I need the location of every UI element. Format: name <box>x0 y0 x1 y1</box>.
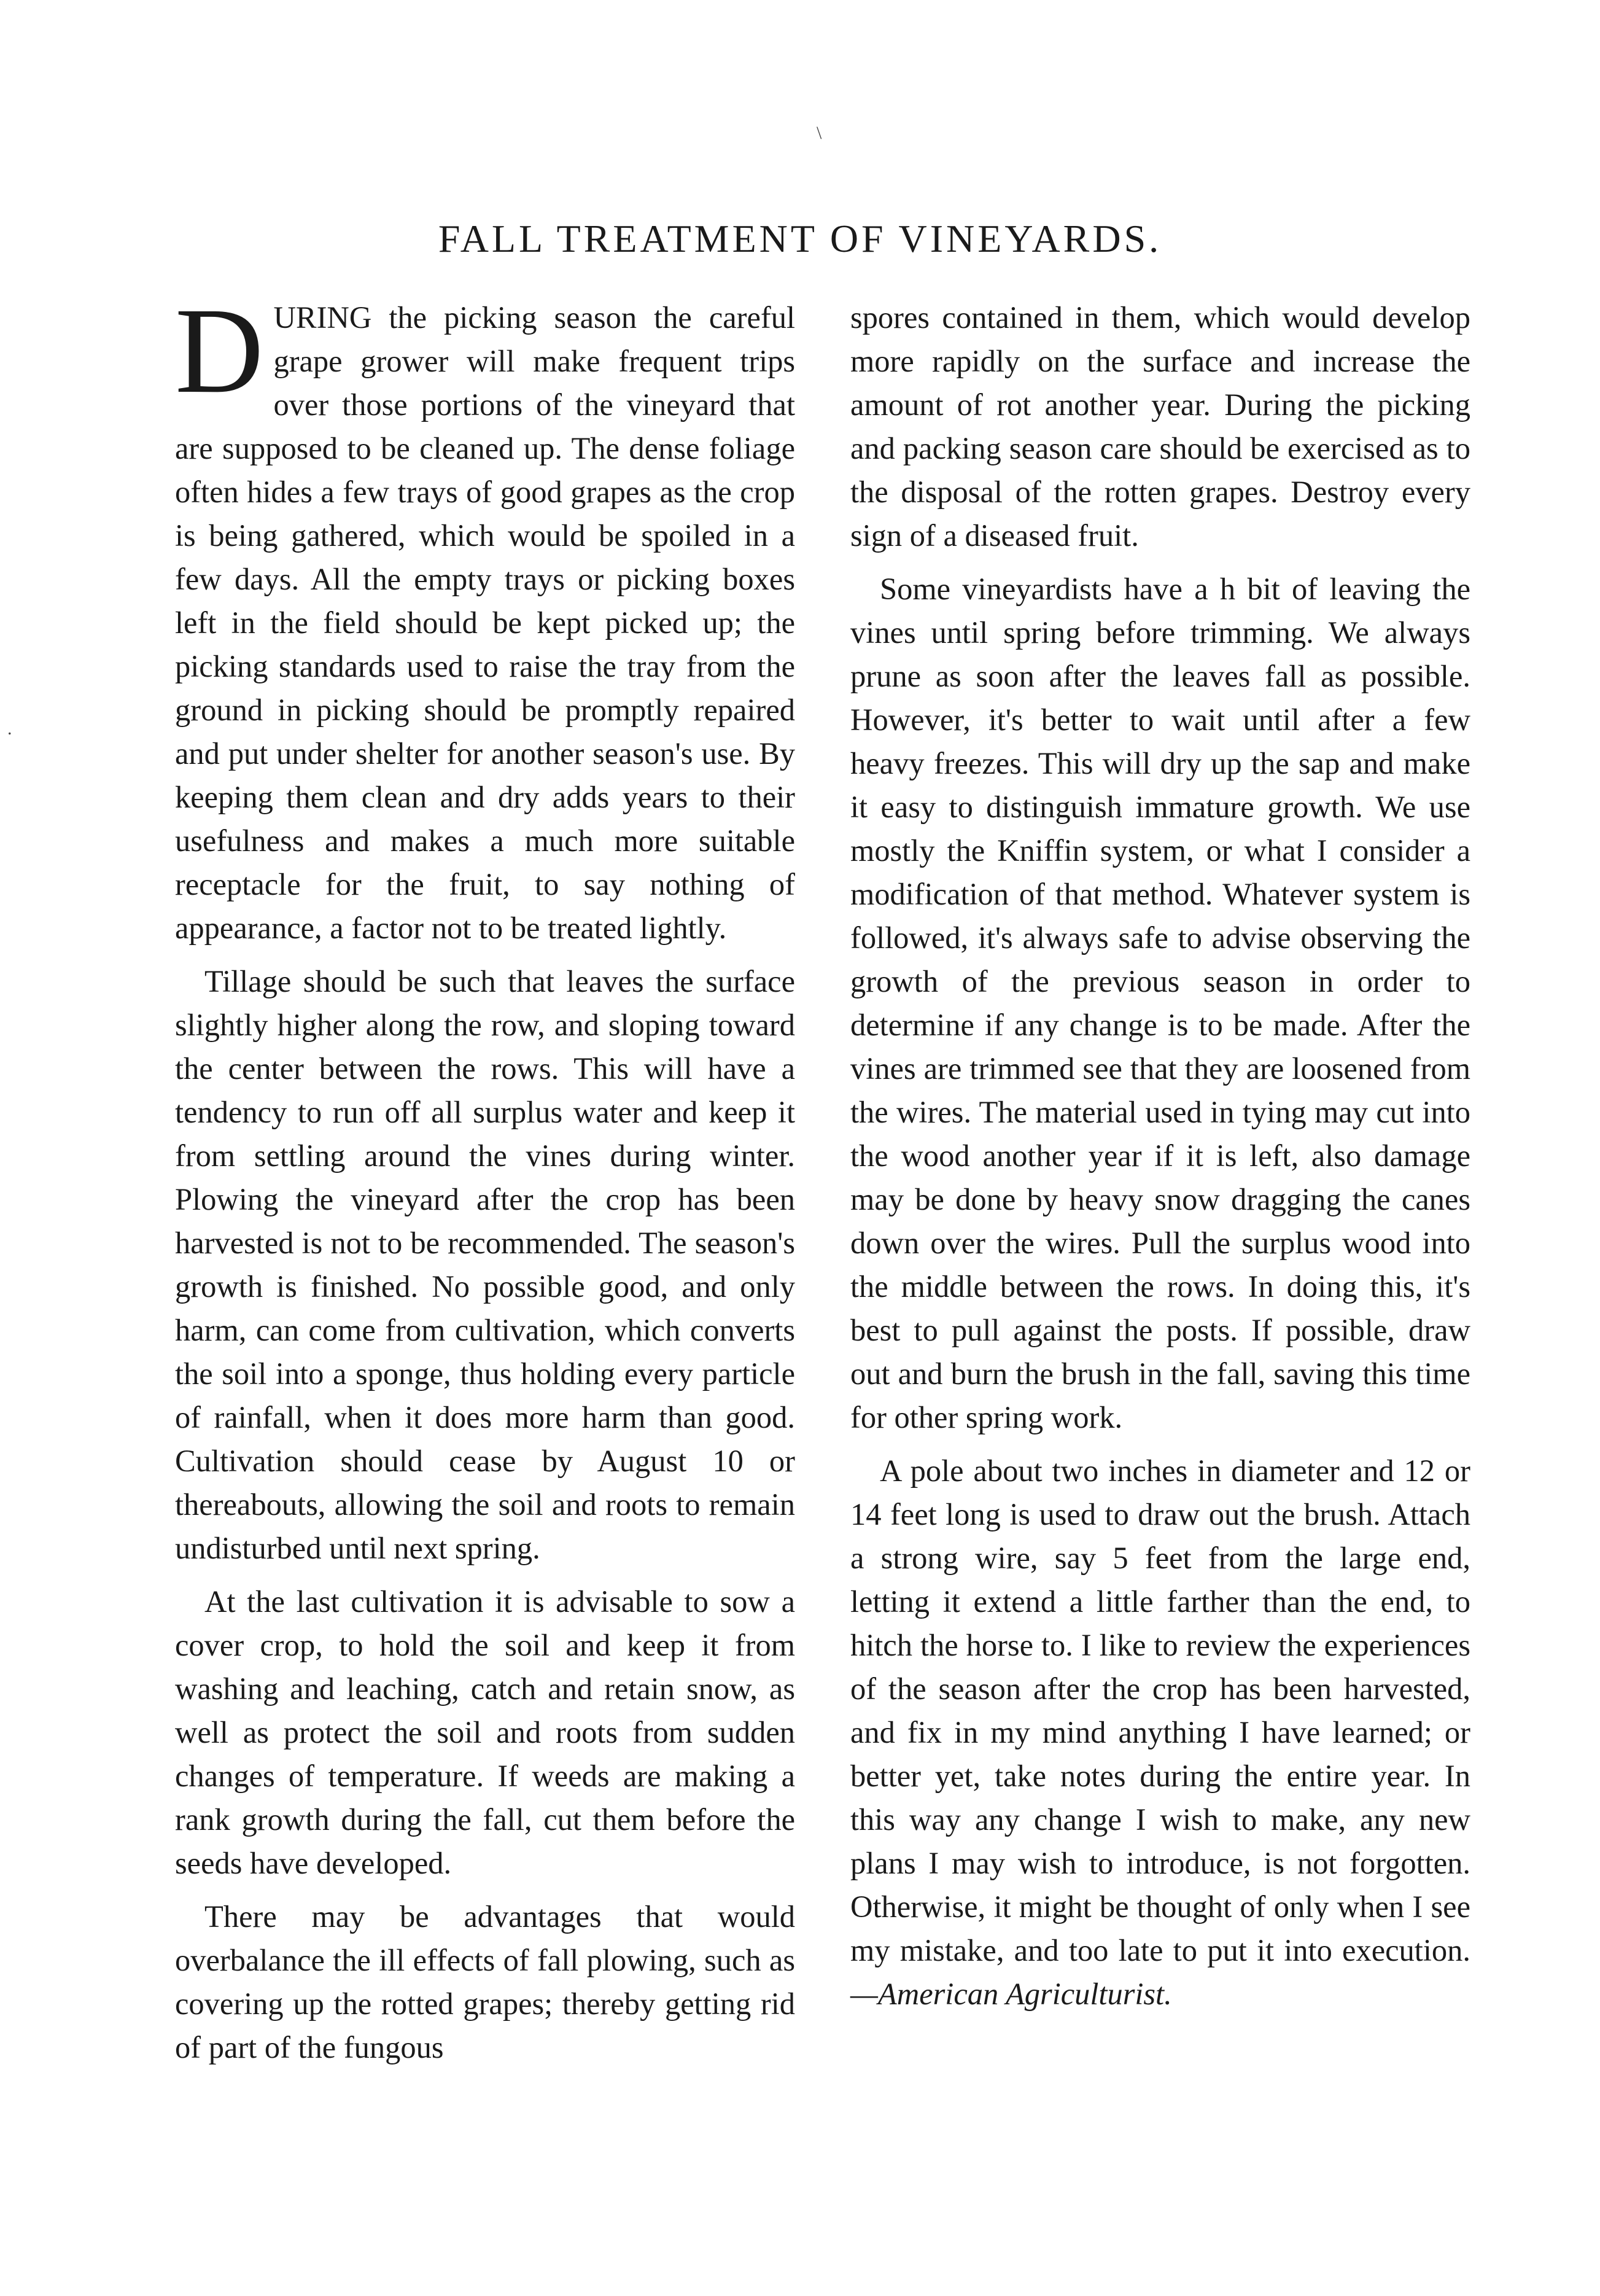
paragraph <box>850 1449 1470 2016</box>
paragraph-text: A pole about two inches in diameter and 12 or 14 feet long is used to draw out the brush. Attach a strong wire, say 5 feet from the large end, letting it extend a little farther than the end, to hitch the horse to. I like to review the experiences of the season after the crop has been harvested, and fix in my mind anything I have learned; or better yet, take notes during the entire year. In this way any change I wish to make, any new plans I may wish to introduce, is not forgotten. Otherwise, it might be thought of only when I see my mistake, and too late to put it into execution. <box>850 1453 1470 1967</box>
drop-cap: D <box>175 283 264 419</box>
page-title: FALL TREATMENT OF VINEYARDS. <box>438 217 1162 260</box>
scan-mark-top: \ <box>817 123 822 143</box>
paragraph: Tillage should be such that leaves the surface slightly higher along the row, and sloping toward the center between the rows. This will have a tendency to run off all surplus water and keep it from settling around the vines during winter. Plowing the vineyard after the crop has been harvested is not to be recommended. The season's growth is finished. No possible good, and only harm, can come from cultivation, which converts the soil into a sponge, thus holding every particle of rainfall, when it does more harm than good. Cultivation should cease by August 10 or thereabouts, allowing the soil and roots to remain undisturbed until next spring. <box>175 964 795 1565</box>
paragraph: Some vineyardists have a h bit of leaving the vines until spring before trimming. We always prune as soon after the leaves fall as possible. However, it's better to wait until after a few heavy freezes. This will dry up the sap and make it easy to distinguish immature growth. We use mostly the Kniffin system, or what I consider a modification of that method. Whatever system is followed, it's always safe to advise observing the growth of the previous season in order to determine if any change is to be made. After the vines are trimmed see that they are loosened from the wires. The material used in tying may cut into the wood another year if it is left, also damage may be done by heavy snow dragging the canes down over the wires. Pull the surplus wood into the middle between the rows. In doing this, it's best to pull against the posts. If possible, draw out and burn the brush in the fall, saving this time for other spring work. <box>850 572 1470 1434</box>
column-right <box>850 296 1470 2026</box>
paragraph-text: URING the picking season the careful grape grower will make frequent trips over those portions of the vineyard that are supposed to be cleaned up. The dense foliage often hides a few trays of good grapes as the crop is being gathered, which would be spoiled in a few days. All the empty trays or picking boxes left in the field should be kept picked up; the picking standards used to raise the tray from the ground in picking should be promptly repaired and put under shelter for another season's use. By keeping them clean and dry adds years to their usefulness and makes a much more suitable receptacle for the fruit, to say nothing of appearance, a factor not to be treated lightly. <box>175 300 795 945</box>
paragraph: spores contained in them, which would develop more rapidly on the surface and increase the amount of rot another year. During the picking and packing season care should be exercised as to the disposal of the rotten grapes. Destroy every sign of a diseased fruit. <box>850 300 1470 553</box>
paragraph <box>175 283 795 950</box>
source-attribution: —American Agriculturist. <box>850 1977 1172 2011</box>
scan-mark-margin: . <box>7 718 12 739</box>
column-left <box>175 283 795 2079</box>
paragraph: At the last cultivation it is advisable to sow a cover crop, to hold the soil and keep it from washing and leaching, catch and retain snow, as well as protect the soil and roots from sudden changes of temperature. If weeds are making a rank growth during the fall, cut them before the seeds have developed. <box>175 1584 795 1880</box>
paragraph: There may be advantages that would overbalance the ill effects of fall plowing, such as covering up the rotted grapes; thereby getting rid of part of the fungous <box>175 1899 795 2064</box>
